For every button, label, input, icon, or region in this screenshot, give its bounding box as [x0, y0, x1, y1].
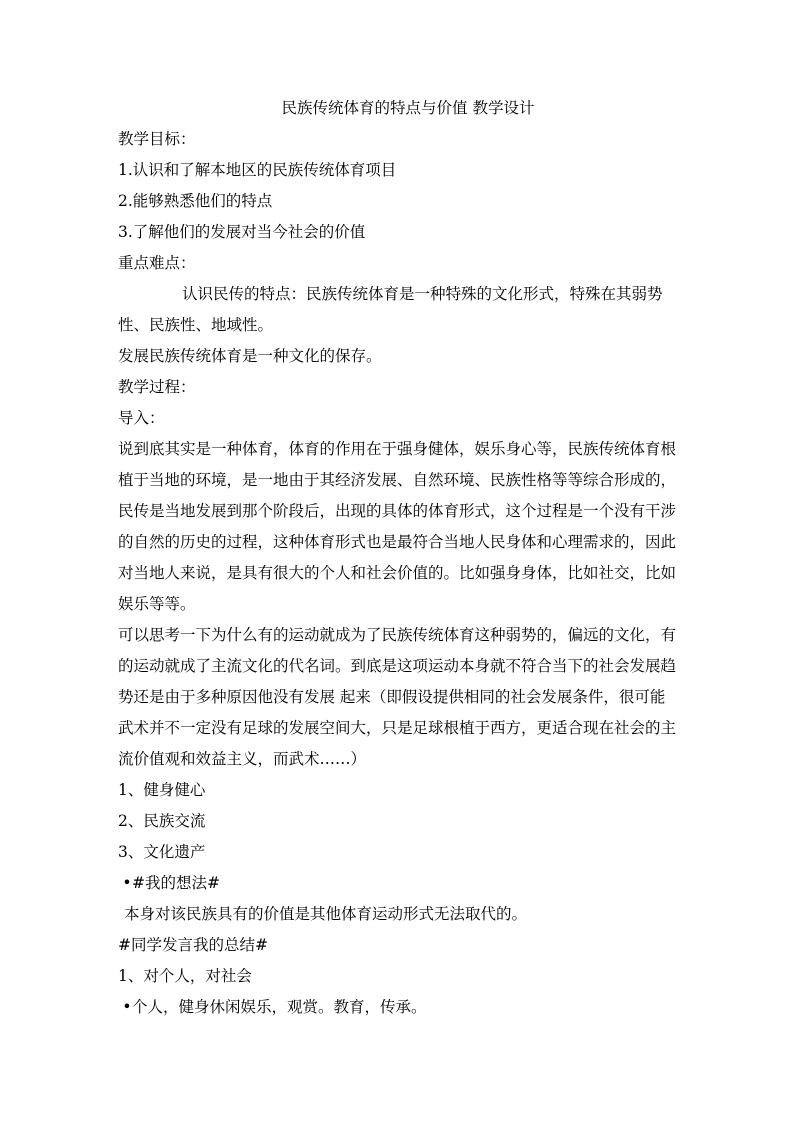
goals-heading: 教学目标： — [118, 130, 196, 148]
my-idea-line — [118, 868, 678, 899]
summary-detail-line — [118, 992, 678, 1023]
goal-item-3: 3.了解他们的发展对当今社会的价值 — [118, 223, 366, 241]
goal-item-2: 2.能够熟悉他们的特点 — [118, 192, 273, 210]
intro-heading: 导入： — [118, 409, 165, 427]
value-item-1: 1、健身健心 — [118, 781, 206, 799]
key-points-heading: 重点难点： — [118, 254, 196, 272]
document-title: 民族传统体育的特点与价值 教学设计 — [281, 99, 535, 117]
bullet-icon: • — [122, 998, 132, 1016]
goal-item-1: 1.认识和了解本地区的民族传统体育项目 — [118, 161, 397, 179]
summary-item: 1、对个人，对社会 — [118, 967, 252, 985]
summary-heading: #同学发言我的总结# — [118, 936, 268, 954]
my-idea-heading: #我的想法# — [132, 874, 220, 892]
value-item-2: 2、民族交流 — [118, 812, 206, 830]
value-item-3: 3、文化遗产 — [118, 843, 206, 861]
my-idea-text: 本身对该民族具有的价值是其他体育运动形式无法取代的。 — [124, 905, 528, 923]
key-points-paragraph-2: 发展民族传统体育是一种文化的保存。 — [118, 347, 382, 365]
bullet-icon: • — [122, 874, 132, 892]
process-heading: 教学过程： — [118, 378, 196, 396]
document-body — [118, 93, 678, 1023]
intro-paragraph: 说到底其实是一种体育，体育的作用在于强身健体，娱乐身心等，民族传统体育根植于当地的环境，是一地由于其经济发展、自然环境、民族性格等等综合形成的，民传是当地发展到那个阶段后，出现的具体的体育形式，这个过程是一个没有干涉的自然的历史的过程，这种体育形式也是最符合当地人民身体和心理需求的，因此对当地人来说，是具有很大的个人和社会价值的。比如强身身体，比如社交，比如娱乐等等。 — [118, 440, 677, 613]
summary-detail: 个人，健身休闲娱乐，观赏。教育，传承。 — [132, 998, 427, 1016]
think-paragraph: 可以思考一下为什么有的运动就成为了民族传统体育这种弱势的，偏远的文化，有的运动就成了主流文化的代名词。到底是这项运动本身就不符合当下的社会发展趋势还是由于多种原因他没有发展 起来（即假设提供相同的社会发展条件，很可能武术并不一定没有足球的发展空间大，只是足球根植于西方，更适合现在社会的主流价值观和效益主义，而武术……） — [118, 626, 677, 768]
key-points-paragraph: 认识民传的特点：民族传统体育是一种特殊的文化形式，特殊在其弱势性、民族性、地域性。 — [118, 285, 663, 334]
